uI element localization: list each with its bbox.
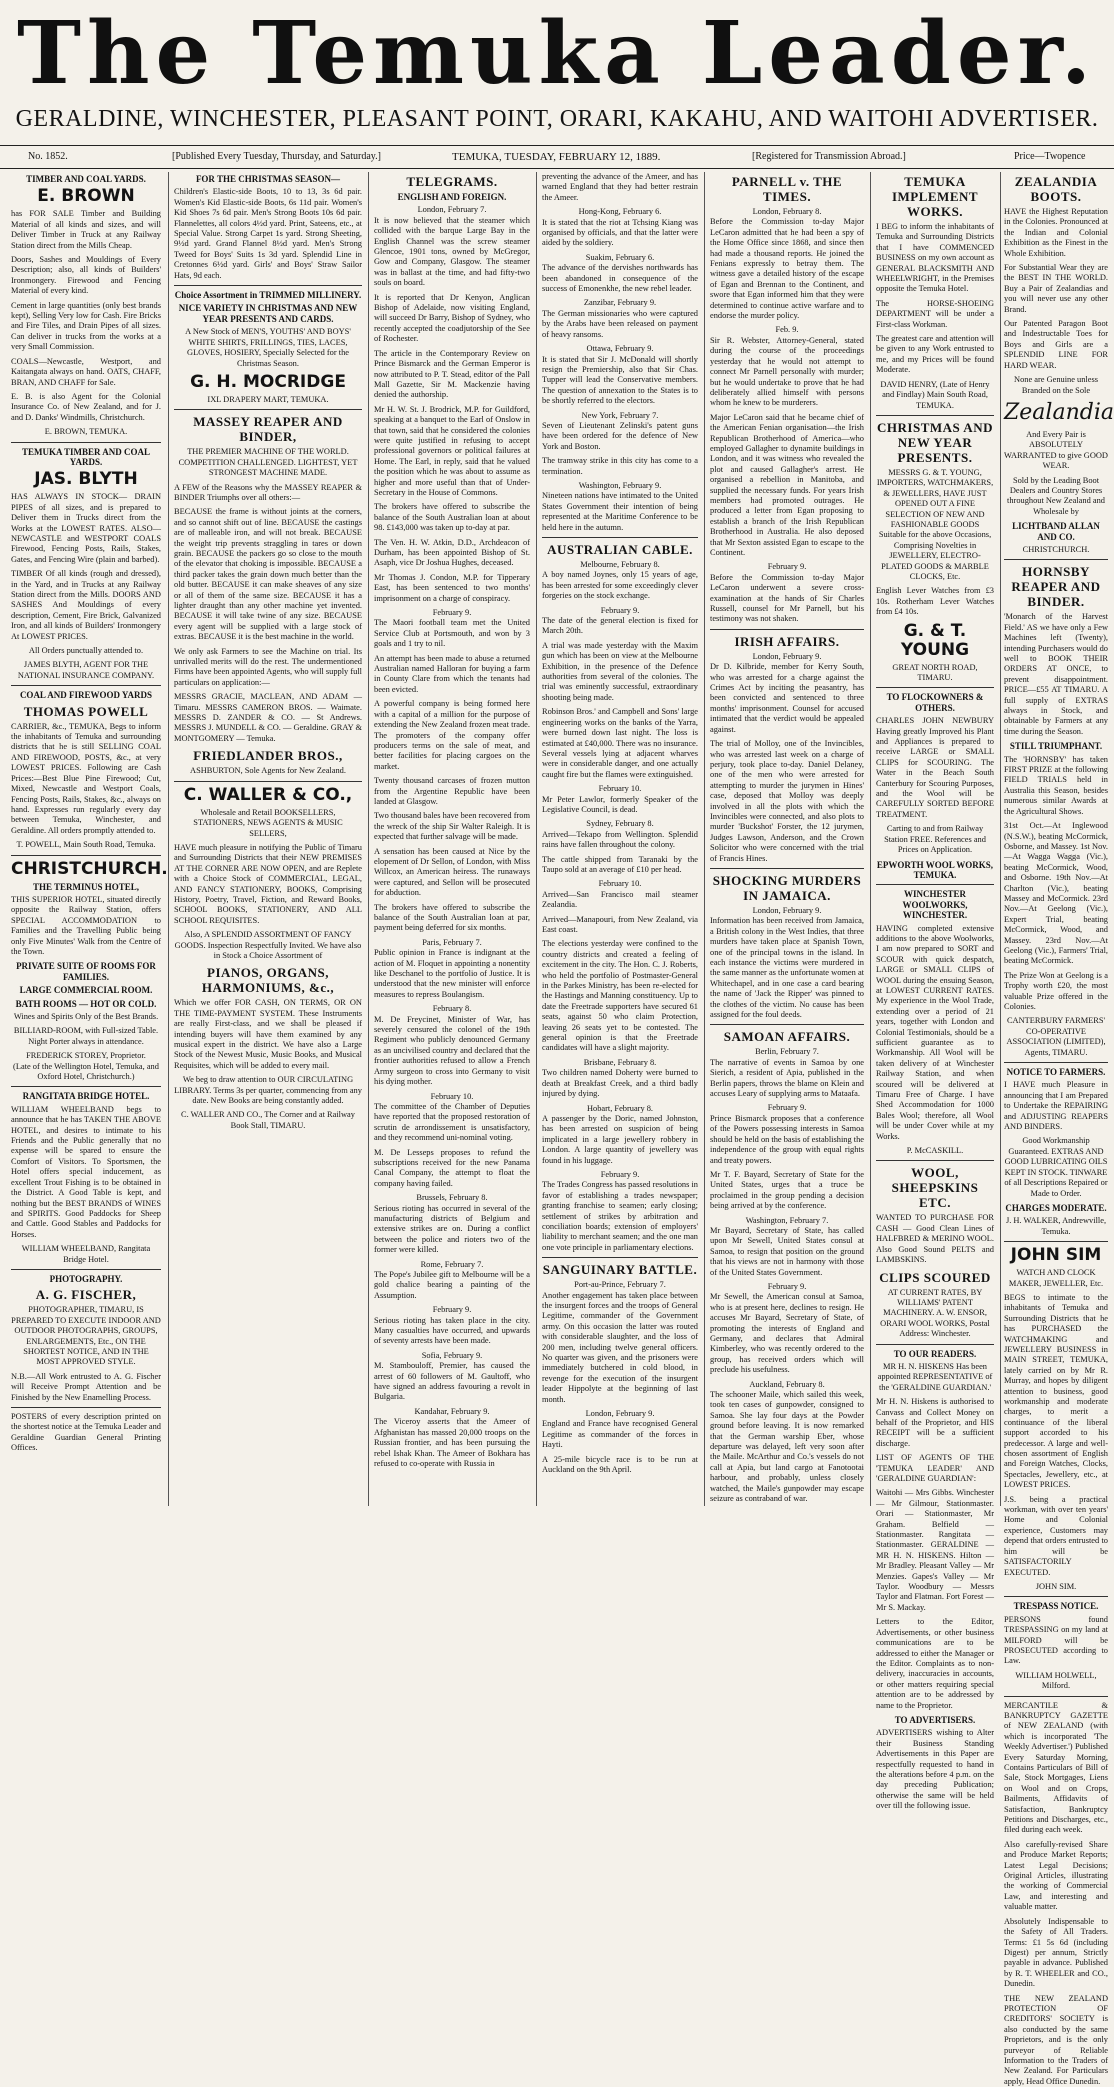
ad-heading: TIMBER AND COAL YARDS. [26,174,146,184]
section-heading: AUSTRALIAN CABLE. [547,542,693,557]
article-text: An attempt has been made to abuse a returned Australian named Halloran for buying a farm in County Clare from which the tenants had been evicted. [374,653,530,694]
ad-text: HAVE the Highest Reputation in the Colonies. Pronounced at the Indian and Colonial Exhibition as the Finest in the Whole Exhibition. [1004,207,1108,258]
article-text: A powerful company is being formed here with a capital of a million for the purpose of extending the New Zealand frozen meat trade. The promoters of the company offer producers terms on the sale of meat, and better facilities for placing cargoes on the market. [374,699,530,771]
ad-text: We beg to draw attention to OUR CIRCULATING LIBRARY. Terms 3s per quarter, commencing from any date. New Books are being constantly added. [174,1075,362,1106]
article-text: Nineteen nations have intimated to the United States Government their intention of being represented at the Maritime Conference to be held here in the autumn. [542,491,698,532]
ad-text: For Substantial Wear they are the BEST IN THE WORLD. Buy a Pair of Zealandias and you will never use any other Brand. [1004,263,1108,314]
ad-text: ADVERTISERS wishing to Alter their Business Standing Advertisements in this Paper are respectfully requested to hand in the alterations before 4 p.m. on the day preceding Publication; otherwise the same will be held over till the following issue. [876,1728,994,1811]
ad-heading: THE TERMINUS HOTEL, [32,881,140,892]
ad-text: THIS SUPERIOR HOTEL, situated directly opposite the Railway Station, offers SPECIAL ACCOMMODATION to Families and the Travelling Public being only Five Minutes' Walk from the Centre of the Town. [11,894,161,956]
article-text: It is stated that the riot at Tchsing Kiang was organised by officials, and that the latter were aided by the soldiery. [542,217,698,248]
dateline: Brisbane, February 8. [583,1057,657,1067]
ad-text: PHOTOGRAPHER, TIMARU, IS PREPARED TO EXECUTE INDOOR AND OUTDOOR PHOTOGRAPHS, GROUPS, ENLARGEMENTS, Etc., ON THE SHORTEST NOTICE, AND IN THE MOST APPROVED STYLE. [11,1305,161,1367]
dateline: February 10. [598,784,642,794]
article-text: Another engagement has taken place between the insurgent forces and the troops of General Legitime, commander of the Government army. On this occasion the latter was routed with considerable slaughter, and the loss of 200 men, including twelve general officers. No quarter was given, and the prisoners were immediately butchered in cold blood, in revenge for the execution of the insurgent leader Hippolyte at the beginning of last month. [542,1290,698,1404]
article-text: Major LeCaron said that he became chief of the American Fenian organisation—the Irish Republican Brotherhood of America—who employed Gallagher to dynamite buildings in London, and it was witness who revealed the plot and caused Gallagher's arrest. He organised a rebellion in Manitoba, and supplied the necessary funds. For years Irish members had promoted outrages. He produced a letter from Egan proposing to establish a branch of the Irish Republican Brotherhood in Australia. He also deposed that Mr Sexton assisted Egan to escape to the Continent. [710,412,864,557]
article-text: Sir R. Webster, Attorney-General, stated during the course of the proceedings yesterday that he would not attempt to connect Mr Parnell personally with murder; but he would undertake to prove that he had deliberately allied himself with persons whom he knew to be murderers. [710,335,864,408]
dateline: Port-au-Prince, February 7. [574,1280,666,1290]
divider [710,629,864,630]
publication-schedule: [Published Every Tuesday, Thursday, and Saturday.] [172,151,381,162]
price: Price—Twopence [1014,151,1086,162]
ad-text: BEGS to intimate to the inhabitants of Temuka and Surrounding Districts that he has PURCHASED the WATCHMAKING and JEWELLERY BUSINESS in MAIN STREET, TEMUKA, lately carried on by Mr R. Murray, and hopes by diligent attention to business, good workmanship and moderate charges, to merit a continuance of the liberal support accorded to his predecessor. A large and well-chosen assortment of English and Foreign Watches, Clocks, Spectacles, Jewellery, etc., at LOWEST PRICES. [1004,1292,1108,1490]
issue-date: TEMUKA, TUESDAY, FEBRUARY 12, 1889. [452,151,661,163]
section-heading: SHOCKING MURDERS IN JAMAICA. [712,872,862,903]
column-2 [168,172,367,1506]
ad-heading: EPWORTH WOOL WORKS, TEMUKA. [876,859,994,880]
divider [876,687,994,688]
article-text: England and France have recognised General Legitime as commander of the forces in Hayti. [542,1419,698,1450]
ad-name: G. & T. YOUNG [900,620,970,660]
divider [876,1344,994,1345]
ad-text: Carting to and from Railway Station FREE. References and Prices on Application. [884,824,986,855]
dateline: February 9. [767,1281,807,1291]
article-text: A trial was made yesterday with the Maxim gun which has been on view at the Melbourne Exhibition, in the presence of the Defence authorities from several of the colonies. The trial was eminently successful, extraordinary shooting being made. [542,640,698,702]
article-text: Mr Thomas J. Condon, M.P. for Tipperary East, has been sentenced to two months' imprisonment on a charge of conspiracy. [374,572,530,603]
article-text: The Ven. H. W. Atkin, D.D., Archdeacon of Durham, has been appointed Bishop of St. Asaph, vice Dr Joshua Hughes, deceased. [374,537,530,568]
ad-text: WILLIAM WHEELBAND begs to announce that he has TAKEN THE ABOVE HOTEL, and desires to intimate to his Friends and the Public generally that no expense will be spared to ensure the Comfort of Visitors. To Sportsmen, the Hotel offers special inducement, as excellent Trout Fishing is to be obtained in the District. A Good Table is kept, and nothing but the BEST BRANDS of WINES and SPIRITS. Good Paddocks for Sheep and Cattle. Good Stables and Paddocks for Horses. [11,1104,161,1239]
masthead [0,0,1114,148]
ad-text: A New Stock of MEN'S, YOUTHS' AND BOYS' WHITE SHIRTS, FRILLINGS, TIES, LACES, GLOVES, HOSIERY, Specially Selected for the Christmas Season. [185,327,351,368]
dateline: London, February 9. [752,651,822,661]
ad-text: THE PREMIER MACHINE OF THE WORLD. COMPETITION CHALLENGED. LIGHTEST, YET STRONGEST MACHINE MADE. [178,447,358,478]
article-text: The tramway strike in this city has come to a termination. [542,456,698,476]
ad-name: CHRISTCHURCH. [11,858,168,879]
dateline: February 9. [767,1103,807,1113]
ad-text: The greatest care and attention will be given to any Work entrusted to me, and my Prices will be found Moderate. [876,334,994,375]
ad-heading: LARGE COMMERCIAL ROOM. [19,985,153,996]
article-text: The Viceroy asserts that the Ameer of Afghanistan has massed 20,000 troops on the Russian frontier, and has been pursuing the rebel Ishak Khan. The Ameer of Bokhara has refused to co-operate with Russia in [374,1417,530,1468]
divider [542,537,698,538]
newspaper-title: The Temuka Leader. [17,3,1097,104]
ad-name: WOOL, SHEEPSKINS ETC. [891,1165,979,1211]
column-1 [6,172,166,1506]
divider [174,285,362,286]
ad-heading: FOR THE CHRISTMAS SEASON— [195,174,341,184]
article-text: A passenger by the Doric, named Johnston, has been arrested on suspicion of being implicated in a large jewellery robbery in London. A large quantity of jewellery was found in his luggage. [542,1113,698,1165]
ad-signature: C. WALLER AND CO., The Corner and at Railway Book Stall, TIMARU. [181,1110,355,1130]
ad-name: A. G. FISCHER, [35,1287,137,1303]
ad-text: Wholesale and Retail BOOKSELLERS, STATIONERS, NEWS AGENTS & MUSIC SELLERS, [193,807,343,838]
ad-heading: PHOTOGRAPHY. [49,1273,123,1284]
ad-text: MESSRS G. & T. YOUNG, IMPORTERS, WATCHMAKERS, & JEWELLERS, HAVE JUST OPENED OUT A FINE SELECTION OF NEW AND FASHIONABLE GOODS Suitable for the above Occasions, Comprising Novelties in JEWELLERY, ELECTRO-PLATED GOODS & MARBLE CLOCKS, Etc. [876,467,994,581]
article-text: Before the Commission to-day Major LeCaron admitted that he had been a spy of the Home Office since 1868, and since then had made a thousand reports. He joined the Fenians expressly to betray them. The witness gave a detailed history of the escape of Egan and Brennan to the Continent, and swore that Egan informed him that they were determined to continue active warfare and to endorse the murder policy. [710,217,864,321]
ad-name: HORNSBY REAPER AND BINDER. [1011,564,1101,610]
ad-signature: J. H. WALKER, Andrewville, Temuka. [1005,1216,1107,1236]
article-text: Two children named Doherty were burned to death at Breakfast Creek, and a third badly injured by dying. [542,1068,698,1099]
divider [876,884,994,885]
article-text: The article in the Contemporary Review on Prince Bismarck and the German Emperor is now attributed to P. T. Stead, editor of the Pall Mall Gazette, Sir M. Mackenzie having denied the authorship. [374,348,530,400]
ad-text: BILLIARD-ROOM, with Full-sized Table. Night Porter always in attendance. [13,1026,159,1046]
section-heading: SAMOAN AFFAIRS. [723,1029,851,1045]
ad-text: 'Monarch of the Harvest Field.' AS we have only a Few Machines left (Twenty), intending Purchasers would do well to BOOK THEIR ORDERS AT ONCE, to prevent disappointment. PRICE—£55 AT TIMARU. A full supply of EXTRAS always in Stock, and obtainable by Farmers at any time during the Season. [1004,612,1108,736]
columns [6,172,1114,2086]
section-subheading: ENGLISH AND FOREIGN. [397,192,507,202]
divider [1004,1696,1108,1697]
article-text: The German missionaries who were captured by the Arabs have been released on payment of heavy ransoms. [542,308,698,339]
registration-note: [Registered for Transmission Abroad.] [752,151,906,162]
dateline: Brussels, February 8. [416,1193,488,1203]
article-text: The Pope's Jubilee gift to Melbourne will be a gold chalice bearing a painting of the Assumption. [374,1270,530,1300]
ad-heading: TRESPASS NOTICE. [1013,1601,1099,1612]
divider [11,855,161,856]
section-heading: PARNELL v. THE TIMES. [731,174,843,204]
ad-text: And Every Pair is ABSOLUTELY WARRANTED to give GOOD WEAR. [1004,429,1108,471]
ad-text: PERSONS found TRESPASSING on my land at MILFORD will be PROSECUTED according to Law. [1004,1614,1108,1666]
article-text: It is now believed that the steamer which collided with the barque Large Bay in the English Channel was the screw steamer Glencoe, 1901 tons, owned by McGregor, Gow and Company, Glasgow. The steamer was in ballast at the time, and had fifty-two souls on board. [374,215,530,288]
article-text: A 25-mile bicycle race is to be run at Auckland on the 9th April. [542,1454,698,1475]
dateline: Washington, February 9. [578,480,662,490]
ad-text: has FOR SALE Timber and Building Material of all kinds and sizes, and will Deliver Timber in Truck at any Railway Station direct from the Mills Cheap. [11,209,161,250]
divider [710,1024,864,1025]
ad-name: PIANOS, ORGANS, HARMONIUMS, &c., [201,965,335,996]
column-7 [1000,172,1114,2086]
divider [11,1086,161,1087]
article-text: Information has been received from Jamaica, a British colony in the West Indies, that three murders have taken place at Spanish Town, one of the principal towns in the island. In each instance the victims were murdered in the same manner as the unfortunate women at Whitechapel, and in one case a card bearing the name of 'Jack the Ripper' was pinned to the clothes of the victim. No cause has been assigned for the foul deeds. [710,916,864,1020]
article-text: The narrative of events in Samoa by one Sierich, a resident of Apia, published in the Berlin papers, throws the blame on Klein and accuses Leary of supplying arms to Mataafa. [710,1057,864,1099]
ad-signature: JAMES BLYTH, AGENT FOR THE NATIONAL INSURANCE COMPANY. [17,660,155,680]
ad-text: The HORSE-SHOEING DEPARTMENT will be under a First-class Workman. [876,298,994,329]
ad-text: ASHBURTON, Sole Agents for New Zealand. [190,766,346,776]
ad-signature: JOHN SIM. [1035,1581,1077,1591]
ad-signature: P. McCASKILL. [906,1146,964,1156]
ad-text: COALS—Newcastle, Westport, and Kaitangata always on hand. OATS, CHAFF, BRAN, AND CHAFF for Sale. [11,356,161,387]
article-text: Mr Peter Lawlor, formerly Speaker of the Legislative Council, is dead. [542,794,698,814]
ad-text: CHRISTCHURCH. [1022,544,1090,554]
ad-text: LIST OF AGENTS OF THE 'TEMUKA LEADER' AND 'GERALDINE GUARDIAN': [876,1453,994,1483]
ad-text: 31st Oct.—At Inglewood (N.S.W.), beating McCormick, Osborne, and Massey. 1st Nov.—At Wagga Wagga (Vic.), beating McCormick, Wood, and Osborne. 19th Nov.—At Charlton (Vic.), beating Massey and McCormick. 23rd Nov.—At Geelong (Vic.), Expert Trial, beating McCormick, Wood, and Massey. 23rd Nov.—At Geelong (Vic.), Farmers' Trial, beating McCormick. [1004,821,1108,966]
ad-signature: E. BROWN, TEMUKA. [44,427,128,437]
divider [1004,1596,1108,1597]
article-text: Prince Bismarck proposes that a conference of the Powers possessing interests in Samoa should be held on the basis of establishing the independence of the group with equal rights and treaty powers. [710,1113,864,1165]
ad-text: Mr H. N. Hiskens is authorised to Canvass and Collect Money on behalf of the Proprietor, and HIS RECEIPT will be a sufficient discharge. [876,1397,994,1448]
ad-text: E. B. is also Agent for the Colonial Insurance Co. of New Zealand, and for J. and D. Danks' Windmills, Christchurch. [11,391,161,422]
dateline: Sofia, February 9. [421,1350,483,1360]
article-text: M. De Lesseps proposes to refund the subscriptions received for the new Panama Canal Company, the attempt to float the company having failed. [374,1147,530,1188]
brand-signature: Zealandia [1004,399,1114,425]
ad-heading: LICHTBAND ALLAN AND CO. [1012,521,1100,542]
divider [174,781,362,782]
ad-heading: PRIVATE SUITE OF ROOMS FOR FAMILIES. [16,961,156,982]
ad-text: Waitohi — Mrs Gibbs. Winchester — Mr Gilmour, Stationmaster. Orari — Stationmaster, Mr Graham. Belfield — Stationmaster. Rangitata — Stationmaster. GERALDINE — MR H. N. HISKENS. Hilton — Mr Bradley. Pleasant Valley — Mr Menzies. Gapes's Valley — Mr Taylor. Woodbury — Messrs Taylor and Flatman. Fort Forest — Mr S. Mackay. [876,1488,994,1612]
ad-name: THOMAS POWELL [23,703,149,719]
ad-heading: BATH ROOMS — HOT OR COLD. [15,998,157,1009]
divider [1004,1062,1108,1063]
ad-text: GREAT NORTH ROAD, TIMARU. [892,662,978,682]
divider [11,1407,161,1408]
article-text: The committee of the Chamber of Deputies have reported that the proposed restoration of scrutin de arrondissement is unsatisfactory, and they recommend uni-nominal voting. [374,1101,530,1143]
dateline: London, February 9. [585,1409,655,1419]
ad-text: CANTERBURY FARMERS' CO-OPERATIVE ASSOCIATION (LIMITED), Agents, TIMARU. [1006,1016,1106,1057]
article-text: The brokers have offered to subscribe the balance of the South Australian loan at par, payment being deferred for six months. [374,902,530,933]
issue-number: No. 1852. [28,151,68,162]
divider [542,1257,698,1258]
section-heading: IRISH AFFAIRS. [734,633,840,649]
article-text: Mr H. W. St. J. Brodrick, M.P. for Guildford, speaking at a banquet to the Earl of Onslow in that town, said that he considered the colonies were quite justified in refusing to accept professional governors or political failures at Home. The Earl, in reply, said that he valued the position which he was about to assume as higher and more useful than that of Under-Secretary in the House of Commons. [374,404,530,497]
ad-text: Which we offer FOR CASH, ON TERMS, OR ON THE TIME-PAYMENT SYSTEM. These Instruments are really First-class, and we shall be pleased if intending buyers will have them examined by any musical expert in the district. We have also a Large Stock of the Newest Music, Music Books, and Musical Requisites, which will be added to every mail. [174,998,362,1070]
ad-text: HAS ALWAYS IN STOCK— DRAIN PIPES of all sizes, and is prepared to Deliver them in Trucks direct from the Works at the LOWEST RATES. ALSO— NEWCASTLE and WESTPORT COALS Firewood, Fencing Posts, Rails, Stakes, Gates, and Fencing Wire (plain and barbed). [11,492,161,564]
ad-heading: RANGITATA BRIDGE HOTEL. [22,1091,150,1102]
article-text: Arrived—Manapouri, from New Zealand, via East coast. [542,914,698,934]
ad-text: I BEG to inform the inhabitants of Temuka and Surrounding Districts that I have COMMENCED BUSINESS on my own account as GENERAL BLACKSMITH AND WHEELWRIGHT, in the Premises opposite the Temuka Hotel. [876,222,994,294]
ad-name: ZEALANDIA BOOTS. [1014,174,1098,204]
ad-name: TEMUKA IMPLEMENT WORKS. [891,174,979,219]
ad-text: Doors, Sashes and Mouldings of Every Description; also, all kinds of Builders' Ironmongery. Firewood and Fencing Material of every kind. [11,255,161,296]
ad-text: IXL DRAPERY MART, TEMUKA. [207,394,329,404]
dateline: Hobart, February 8. [586,1103,654,1113]
article-text: A sensation has been caused at Nice by the elopement of Dr Sellon, of London, with Miss Willcox, an American heiress. The runaways were captured, and Sellon will be prosecuted for abduction. [374,846,530,898]
article-text: Serious rioting has taken place in the city. Many casualties have occurred, and upwards of seventy arrests have been made. [374,1315,530,1346]
ad-text: The 'HORNSBY' has taken FIRST PRIZE at the following FIELD TRIALS held in Australia this Season, besides numerous similar Awards at the Agricultural Shows. [1004,754,1108,816]
ad-text: THE NEW ZEALAND PROTECTION OF CREDITORS' SOCIETY is also conducted by the same Proprietors, and is the only purveyor of Reliable Information to the Traders of New Zealand. For Particulars apply, Head Office Dunedin. [1004,1993,1108,2086]
ad-text: MR H. N. HISKENS Has been appointed REPRESENTATIVE of the 'GERALDINE GUARDIAN.' [877,1361,993,1392]
dateline: February 9. [767,562,807,572]
ad-text: MERCANTILE & BANKRUPTCY GAZETTE of NEW ZEALAND (with which is incorporated 'The Weekly Advertiser.') Published Every Saturday Morning, Contains Particulars of Bill of Sale, Stock Mortgages, Liens on Wool and on Crops, Bailments, Affidavits of Satisfaction, Bankruptcy Petitions and Discharges, etc., filed during each week. [1004,1700,1108,1835]
dateline: London, February 7. [417,205,487,215]
dateline: London, February 9. [752,905,822,915]
ad-text: English Lever Watches from £3 10s. Rotherham Lever Watches from £4 10s. [876,586,994,617]
ad-text: Also carefully-revised Share and Produce Market Reports; Latest Legal Decisions; Original Articles, illustrating the working of Commercial Law, and interesting and valuable matter. [1004,1839,1108,1912]
ad-text: HAVING completed extensive additions to the above Woolworks, I am now prepared to SORT and SCOUR with quick despatch, LARGE or SMALL CLIPS of WOOL during the ensuing Season, at LOWEST CURRENT RATES. My experience in the Wool Trade, extending over a period of 21 years, together with London and Colonial Testimonials, should be a sufficient guarantee as to Workmanship. All Wool will be taken delivery of at Winchester Railway Station, and when scoured will be delivered at Timaru Free of Charge. I have Shed Accommodation for 1000 Bales Wool; therefore, all Wool will be under Cover while at my Works. [876,923,994,1141]
ad-text: AT CURRENT RATES, BY WILLIAMS' PATENT MACHINERY. A. W. ENSOR, ORARI WOOL WORKS, Postal Address: Winchester. [880,1287,990,1339]
divider [1004,1241,1108,1242]
dateline: Ottawa, February 9. [586,344,654,354]
ad-heading: TEMUKA TIMBER AND COAL YARDS. [21,446,151,467]
column-5 [704,172,869,1506]
ad-heading: Choice Assortment in TRIMMED MILLINERY. [174,290,362,301]
article-text: The Trades Congress has passed resolutions in favor of establishing a trades newspaper; granting franchise to seamen; early closing; settlement of strikes by arbitration and conciliation boards; extension of employers' liability to merchant seamen; and the one man one vote principle in parliamentary elections. [542,1180,698,1252]
ad-text: All Orders punctually attended to. [28,646,144,656]
ad-heading: CHARGES MODERATE. [1005,1202,1107,1213]
article-text: Twenty thousand carcases of frozen mutton from the Argentine Republic have been landed at Glasgow. [374,776,530,806]
ad-text: MESSRS GRACIE, MACLEAN, AND ADAM — Timaru. MESSRS CAMERON BROS. — Waimate. MESSRS D. ZANDER & CO. — St Andrews. MESSRS J. MUNDELL & CO. — Geraldine. GRAY & MONTGOMERY — Temuka. [174,692,362,743]
ad-text: CHARLES JOHN NEWBURY Having greatly Improved his Plant and Appliances is prepared to receive LARGE or SMALL CLIPS for SCOURING. The Water in the Beach South Canterbury for Scouring Purposes, and the Wool will be CAREFULLY SORTED BEFORE TREATMENT. [876,716,994,819]
ad-name: MASSEY REAPER AND BINDER, [193,414,343,445]
ad-text: Children's Elastic-side Boots, 10 to 13, 3s 6d pair. Women's Kid Elastic-side Boots, 6s 11d pair. Women's Kid Shoes 7s 6d pair. Men's Strong Boots 10s 6d pair. Flannelettes, all colors 4½d yard. Print, Sateens, etc., at Special Value. Strong Carpet 1s yard. Strong Sheeting, 9½d yard. Grand Flannel 8½d yard. Men's Strong Tweed for Boys' Suits 1s 3d yard. Splendid Line in Cretonnes 6½d yard. Girls' and Boys' Straw Sailor Hats, 9d each. [174,187,362,280]
dateline: February 9. [432,1305,472,1315]
divider [11,1269,161,1270]
dateline: February 9. [600,605,640,615]
ad-heading: STILL TRIUMPHANT. [1009,741,1103,752]
dateline: Sydney, February 8. [586,819,654,829]
ad-heading: NOTICE TO FARMERS. [1006,1067,1106,1078]
ad-name: CHRISTMAS AND NEW YEAR PRESENTS. [877,419,993,465]
ad-text: Wines and Spirits Only of the Best Brands. [13,1012,159,1021]
ad-heading: WINCHESTER WOOLWORKS, WINCHESTER. [902,889,968,921]
article-text: Mr Bayard, Secretary of State, has called upon Mr Sewell, United States consul at Samoa, to resign that position on the ground that his views are not in harmony with those of the United States Government. [710,1225,864,1277]
column-6 [870,172,999,1811]
ad-text: N.B.—All Work entrusted to A. G. Fischer will Receive Prompt Attention and be Finished by the New Enamelling Process. [11,1371,161,1402]
ad-text: A FEW of the Reasons why the MASSEY REAPER & BINDER Triumphs over all others:— [174,482,362,502]
dateline: Rome, February 7. [420,1259,484,1269]
ad-signature: FREDERICK STOREY, Proprietor. [26,1051,146,1061]
column-4 [536,172,703,1506]
ad-signature: DAVID HENRY, (Late of Henry and Findlay) Main South Road, TEMUKA. [880,379,990,410]
article-text: Arrived—San Francisco mail steamer Zealandia. [542,889,698,910]
ad-heading: COAL AND FIREWOOD YARDS [19,690,153,701]
article-text: M. De Freycinet, Minister of War, has severely censured the colonel of the 19th Regiment who publicly denounced Germany as an uncivilised country and declared that the frontier authorities refused to allow a French Army surgeon to cross into Germany to visit his dying mother. [374,1014,530,1087]
dateline: February 10. [598,879,642,889]
ad-text: BECAUSE the frame is without joints at the corners, and so cannot shift out of line. BECAUSE the castings are of malleable iron, and will not break. BECAUSE the weight trip prevents straggling in tares or down grain. BECAUSE the packers go so close to the mouth of the elevator that choking is impossible. BECAUSE a third packer takes the grain down much better than the old butter. BECAUSE it can make sheaves of any size or all of them of the same size. BECAUSE it has a lighter draught than any other machine yet invented. BECAUSE it will take twine of any size. BECAUSE every agent will be supplied with a large stock of extras. BECAUSE it is the best machine in the world. [174,507,362,642]
ad-name: CLIPS SCOURED [879,1269,991,1285]
article-text: The advance of the dervishes northwards has been abandoned in consequence of the success of Emonenkhe, the new rebel leader. [542,263,698,294]
dateline: February 10. [430,1091,474,1101]
dateline: Feb. 9. [775,325,799,335]
ad-text: We only ask Farmers to see the Machine on trial. Its unrivalled merits will do the rest. The undermentioned Firms have been appointed Agents, who will supply full particulars on application:— [174,646,362,687]
dateline: Suakim, February 6. [585,252,655,262]
ad-name: FRIEDLANDER BROS., [193,748,343,764]
article-text: Robinson Bros.' and Campbell and Sons' large engineering works on the banks of the Yarra, were burned down last night. The loss is estimated at £40,000. There was no insurance. Several vessels lying at adjacent wharves were in considerable danger, and one actually caught fire but the flames were extinguished. [542,707,698,779]
article-text: The cattle shipped from Taranaki by the Taupo sold at an average of £10 per head. [542,854,698,874]
article-text: The trial of Molloy, one of the Invincibles, who was arrested last week on a charge of perjury, took place to-day. Daniel Delaney, one of the men who were arrested for attempting to murder the jurymen in Hines' case, deposed that Molloy was deeply involved in all the plots with which the Invincibles were connected, and also plots to murder 'Buckshot' Forster, the 12 jurymen, Judges Lawson, Anderson, and the Crown Solicitor who were concerned with the trial of Francis Hines. [710,739,864,863]
ad-text: Cement in large quantities (only best brands kept), Selling Very low for Cash. Fire Bricks and Fire Tiles, and Drain Pipes of all sizes. Can deliver in trucks from the works at a very Small Commission. [11,300,161,352]
dateline: Auckland, February 8. [749,1379,825,1389]
dateline: February 8. [432,1004,472,1014]
ad-text: Sold by the Leading Boot Dealers and Country Stores throughout New Zealand and Wholesale by [1007,475,1105,516]
ad-name: JOHN SIM [1010,1245,1102,1266]
ad-text: WANTED TO PURCHASE FOR CASH — Good Clean Lines of HALFBRED & MERINO WOOL. Also Good Sound PELTS and LAMBSKINS. [876,1213,994,1265]
divider [11,685,161,686]
article-text: Mr T. F. Bayard, Secretary of State for the United States, urges that a truce be proclaimed in the group pending a decision being arrived at by the conference. [710,1169,864,1211]
article-text: A boy named Joynes, only 15 years of age, has been arrested for some exceedingly clever forgeries on the stock exchange. [542,570,698,601]
dateline-bar [0,145,1114,169]
article-text: preventing the advance of the Ameer, and has warned England that they had better restrain the Ameer. [542,172,698,202]
article-text: M. Stambouloff, Premier, has caused the arrest of 60 followers of M. Gaultoff, who have signed an address favouring a revolt in Bulgaria. [374,1361,530,1402]
article-text: Mr Sewell, the American consul at Samoa, who is at present here, declines to resign. He accuses Mr Bayard, Secretary of State, of promoting the interests of England and Germany, and declares that Admiral Kimberley, who was recently ordered to the group, has received orders which will preclude his usefulness. [710,1292,864,1375]
article-text: Serious rioting has occurred in several of the manufacturing districts of Belgium and extensive strikes are on. During a conflict between the police and rioters two of the former were killed. [374,1203,530,1255]
ad-text: WATCH AND CLOCK MAKER, JEWELLER, Etc. [1008,1268,1104,1288]
article-text: Before the Commission to-day Major LeCaron underwent a severe cross-examination at the hands of Sir Charles Russell, counsel for Mr Parnell, but his testimony was not shaken. [710,572,864,624]
article-text: The elections yesterday were confined to the country districts and created a feeling of excitement in the city. The Hon. C. J. Roberts, who held the portfolio of Postmaster-General in the Parkes Ministry, has been re-elected for the Hastings and Manning constituency. Up to date the Freetrade supporters have secured 61 seats, against 50 who claim Protection, leaving 26 seats yet to be contested. The general opinion is that the Freetrade candidates will have a slight majority. [542,939,698,1053]
divider [710,868,864,869]
dateline: Zanzibar, February 9. [583,298,657,308]
dateline: February 9. [432,608,472,618]
divider [11,442,161,443]
dateline: London, February 8. [752,207,822,216]
ad-heading: TO FLOCKOWNERS & OTHERS. [886,692,984,713]
ad-name: E. BROWN [37,186,135,207]
ad-text: Absolutely Indispensable to the Safety of All Traders. Terms: £1 5s 6d (including Digest) per annum, Strictly payable in advance. Published by R. T. WHEELER and CO., Dunedin. [1004,1916,1108,1989]
section-heading: SANGUINARY BATTLE. [542,1262,698,1278]
ad-text: HAVE much pleasure in notifying the Public of Timaru and Surrounding Districts that their NEW PREMISES AT THE CORNER ARE NOW OPEN, and are Replete with a Choice Stock of COMMERCIAL, LEGAL, AND FANCY STATIONERY, BOOKS, Comprising History, Poetry, Travel, Fiction, and Reward Books, SCHOOL BOOKS, STATIONERY, AND ALL SCHOOL REQUISITES. [174,842,362,925]
ad-text: (Late of the Wellington Hotel, Temuka, and Oxford Hotel, Christchurch.) [13,1061,159,1082]
article-text: The date of the general election is fixed for March 20th. [542,616,698,636]
article-text: It is stated that Sir J. McDonald will shortly resign the Premiership, also that Sir Chas. Tupper will lead the Conservative members. The question of annexation to the States is to be shortly referred to the electors. [542,354,698,406]
ad-text: Letters to the Editor, Advertisements, or other business communications are to be addressed to either the Manager or the Editor. Complaints as to non-delivery, inaccuracies in accounts, or other matters requiring special attention are to be addressed by name to the Proprietor. [876,1617,994,1710]
ad-text: The Prize Won at Geelong is a Trophy worth £20, the most valuable Prize offered in the Colonies. [1004,970,1108,1011]
newspaper-subtitle: GERALDINE, WINCHESTER, PLEASANT POINT, ORARI, KAKAHU, AND WAITOHI ADVERTISER. [15,106,1099,132]
column-3 [368,172,535,1506]
article-text: The schooner Maile, which sailed this week, took ten cases of gunpowder, consigned to Samoa. She lay four days at the Powder ground before leaving. It is now remarked that the German warship Eber, whose departure was delayed, left very soon after the Maile. McArthur and Co.'s vessels do not call at Apia, but land cargo at Fanotootai harbour, and probably, unless closely watched, the Maile's gunpowder may escape seizure as contraband of war. [710,1390,864,1504]
ad-signature: WILLIAM WHEELBAND, Rangitata Bridge Hotel. [21,1244,151,1264]
ad-text: I HAVE much Pleasure in announcing that I am Prepared to Undertake the REPAIRING and ADJUSTING REAPERS AND BINDERS. [1004,1080,1108,1132]
ad-text: J.S. being a practical workman, with over ten years' Home and Colonial experience, Customers may depend that orders entrusted to him will be SATISFACTORILY EXECUTED. [1004,1494,1108,1577]
ad-text: Our Patented Paragon Boot and Indestructable Toes for Boys and Girls are a SPLENDID LINE FOR HARD WEAR. [1004,319,1108,370]
section-heading: TELEGRAMS. [406,174,498,189]
ad-name: JAS. BLYTH [34,469,138,490]
ad-heading: NICE VARIETY IN CHRISTMAS AND NEW YEAR PRESENTS AND CARDS. [178,303,358,324]
article-text: Arrived—Tekapo from Wellington. Splendid rains have fallen throughout the colony. [542,829,698,850]
dateline: Melbourne, February 8. [580,560,660,569]
article-text: Dr D. Kilbride, member for Kerry South, who was arrested for a charge against the Crimes Act by inciting the peasantry, has been convicted and sentenced to three months' imprisonment. Counsel for accused intimated that the verdict would be appealed against. [710,662,864,734]
dateline: February 9. [600,1169,640,1179]
article-text: The brokers have offered to subscribe the balance of the South Australian loan at about 98. £143,000 was taken up to-day at par. [374,502,530,533]
ad-signature: T. POWELL, Main South Road, Temuka. [16,840,156,850]
ad-heading: TO ADVERTISERS. [894,1714,976,1725]
divider [876,1160,994,1161]
ad-text: CARRIER, &c., TEMUKA, Begs to inform the inhabitants of Temuka and surrounding districts that he is still SELLING COAL AND FIREWOOD, POSTS, &c., at very LOWEST PRICES. Following are Cash Prices:—Best Blue Pine Firewood; Cut, Mixed, Newcastle and Westport Coals, Fencing Posts, Rails, Stakes, &c., always on hand. Expresses run regularly every day between Temuka, Winchester, and Geraldine. All orders promptly attended to. [11,721,161,835]
ad-signature: WILLIAM HOLWELL, Milford. [1015,1670,1097,1691]
ad-text: Good Workmanship Guaranteed. EXTRAS AND GOOD LUBRICATING OILS KEPT IN STOCK. TINWARE of all Descriptions Repaired or Made to Order. [1004,1136,1108,1198]
article-text: Public opinion in France is indignant at the action of M. Floquet in appointing a nonentity like Deschanel to the portfolio of Justice. It is understood that the new minister will enforce measures to repress Boulangism. [374,948,530,999]
divider [1004,559,1108,560]
article-text: The Maori football team met the United Service Club at Portsmouth, and won by 3 goals and 1 try to nil. [374,618,530,649]
ad-text: Also, A SPLENDID ASSORTMENT OF FANCY GOODS. Inspection Respectfully Invited. We have also in Stock a Choice Assortment of [174,930,362,960]
ad-name: C. WALLER & CO., [183,784,353,805]
article-text: Two thousand bales have been recovered from the wreck of the ship Sir Walter Raleigh. It is expected that further salvage will be made. [374,811,530,842]
dateline: Kandahar, February 9. [414,1406,490,1416]
article-text: It is reported that Dr Kenyon, Anglican Bishop of Adelaide, now visiting England, will succeed Dr Barry, Bishop of Sydney, who recently accepted the coadjutorship of the See of Rochester. [374,292,530,344]
ad-text: POSTERS of every description printed on the shortest notice at the Temuka Leader and Geraldine Guardian General Printing Offices. [11,1412,161,1453]
divider [174,409,362,410]
divider [876,415,994,416]
dateline: Berlin, February 7. [755,1047,819,1057]
ad-text: TIMBER Of all kinds (rough and dressed), in the Yard, and in Trucks at any Railway Station direct from the Mills. DOORS AND SASHES And Mouldings of every description, Cement, Fire Brick, Galvanized Iron, and all kinds of Builders' Ironmongery At LOWEST PRICES. [11,569,161,641]
ad-text: None are Genuine unless Branded on the Sole [1014,375,1098,395]
dateline: Paris, February 7. [422,937,482,947]
dateline: Hong-Kong, February 6. [578,207,662,217]
dateline: New York, February 7. [581,410,659,420]
article-text: Seven of Lieutenant Zelinski's patent guns have been ordered for the defence of New York and Boston. [542,420,698,451]
dateline: Washington, February 7. [745,1215,829,1225]
ad-name: G. H. MOCRIDGE [190,371,346,392]
ad-heading: TO OUR READERS. [893,1348,977,1359]
